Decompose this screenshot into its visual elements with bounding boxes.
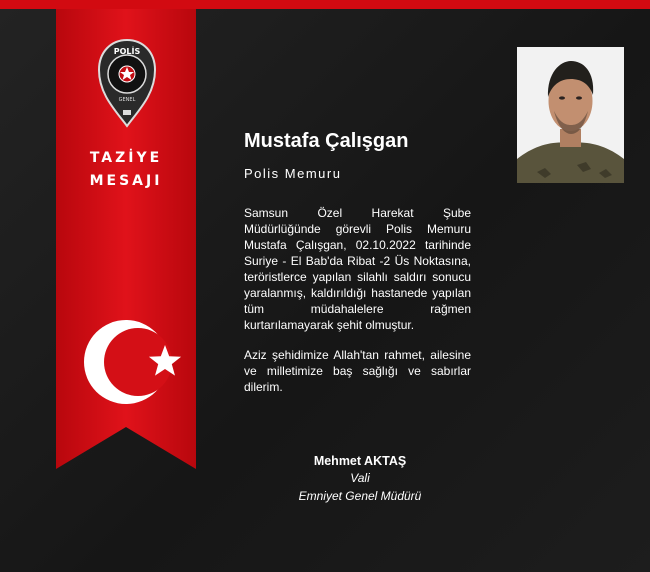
- person-rank: Polis Memuru: [244, 166, 342, 181]
- signature-title: Vali: [350, 471, 370, 485]
- emblem-text-top: POLİS: [113, 47, 141, 56]
- person-name: Mustafa Çalışgan: [244, 130, 409, 152]
- ribbon-title-line1: TAZİYE: [89, 150, 163, 166]
- signature-organization: Emniyet Genel Müdürü: [298, 489, 422, 503]
- message-paragraph-1: Samsun Özel Harekat Şube Müdürlüğünde görevli Polis Memuru Mustafa Çalışgan, 02.10.2022 tarihinde Suriye - El Bab'da Ribat -2 Üs Noktasına, teröristlerce yapılan silahlı saldırı sonucu yaralanmış, kaldırıldığı hastanede yapılan tüm müdahalelere rağmen kurtarılamayarak şehit olmuştur.: [244, 206, 471, 332]
- person-photo: [517, 47, 624, 183]
- top-accent-bar: [0, 0, 650, 9]
- condolence-message: [244, 205, 471, 409]
- police-badge-icon: [95, 38, 159, 128]
- turkish-flag-crescent-star-icon: [56, 300, 196, 420]
- message-paragraph-2: Aziz şehidimize Allah'tan rahmet, ailesine ve milletimize baş sağlığı ve sabırlar dilerim.: [244, 348, 471, 394]
- emblem-text-bottom: GENEL: [118, 97, 136, 103]
- ribbon-title-line2: MESAJI: [89, 173, 163, 189]
- signature-name: Mehmet AKTAŞ: [313, 454, 407, 468]
